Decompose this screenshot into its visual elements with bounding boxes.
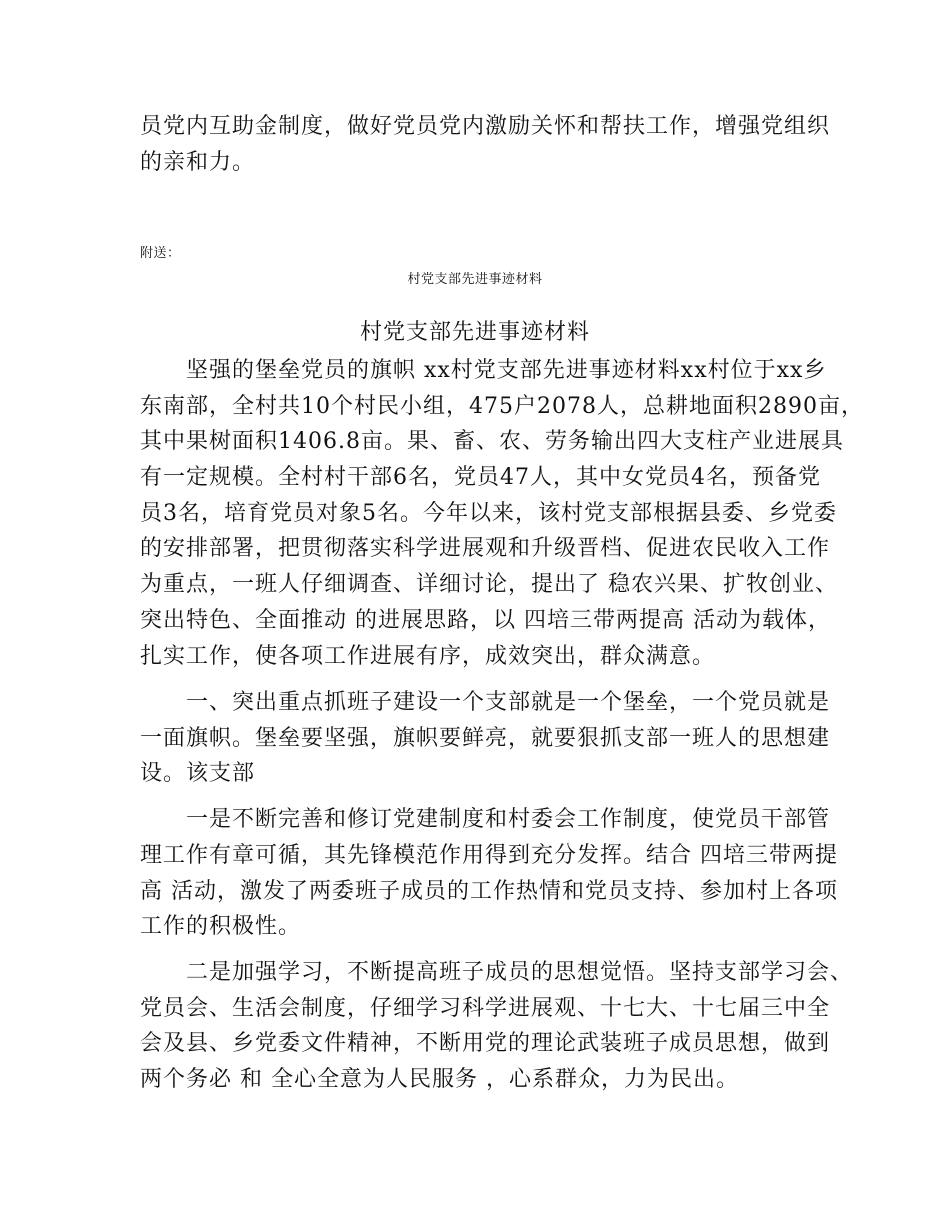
small-heading: 村党支部先进事迹材料 [407,272,543,287]
paragraph-2-line-3: 设。该支部 [140,761,256,786]
paragraph-1-line-8: 突出特色、全面推动 的进展思路，以 四培三带两提高 活动为载体， [140,608,831,633]
paragraph-3-line-3: 高 活动，激发了两委班子成员的工作热情和党员支持、参加村上各项 [140,879,838,904]
paragraph-2-line-1: 一、突出重点抓班子建设一个支部就是一个堡垒，一个党员就是 [186,690,831,715]
paragraph-1-line-2: 东南部，全村共10个村民小组，475户2078人，总耕地面积2890亩， [140,394,864,419]
paragraph-3-line-1: 一是不断完善和修订党建制度和村委会工作制度，使党员干部管 [186,807,831,832]
paragraph-4-line-3: 会及县、乡党委文件精神，不断用党的理论武装班子成员思想，做到 [140,1031,831,1056]
top-paragraph-line-2: 的亲和力。 [140,150,256,175]
paragraph-1-line-4: 有一定规模。全村村干部6名，党员47人，其中女党员4名，预备党 [140,465,821,490]
paragraph-4-line-2: 党员会、生活会制度，仔细学习科学进展观、十七大、十七届三中全 [140,996,831,1021]
top-paragraph-line-1: 员党内互助金制度，做好党员党内激励关怀和帮扶工作，增强党组织 [140,114,831,139]
paragraph-1-line-6: 的安排部署，把贯彻落实科学进展观和升级晋档、促进农民收入工作 [140,536,831,561]
attachment-label: 附送： [140,246,181,261]
paragraph-1-line-1: 坚强的堡垒党员的旗帜 xx村党支部先进事迹材料xx村位于xx乡 [186,358,827,383]
paragraph-1-line-9: 扎实工作，使各项工作进展有序，成效突出，群众满意。 [140,644,716,669]
paragraph-4-line-1: 二是加强学习，不断提高班子成员的思想觉悟。坚持支部学习会、 [186,960,854,985]
paragraph-1-line-5: 员3名，培育党员对象5名。今年以来，该村党支部根据县委、乡党委 [140,501,837,526]
paragraph-3-line-4: 工作的积极性。 [140,914,302,939]
paragraph-1-line-7: 为重点，一班人仔细调查、详细讨论，提出了 稳农兴果、扩牧创业、 [140,572,838,597]
paragraph-1-line-3: 其中果树面积1406.8亩。果、畜、农、劳务输出四大支柱产业进展具 [140,429,844,454]
main-heading: 村党支部先进事迹材料 [359,320,590,345]
paragraph-4-line-4: 两个务必 和 全心全意为人民服务 ，心系群众，力为民出。 [140,1067,739,1092]
paragraph-3-line-2: 理工作有章可循，其先锋模范作用得到充分发挥。结合 四培三带两提 [140,843,838,868]
paragraph-2-line-2: 一面旗帜。堡垒要坚强，旗帜要鲜亮，就要狠抓支部一班人的思想建 [140,726,831,751]
